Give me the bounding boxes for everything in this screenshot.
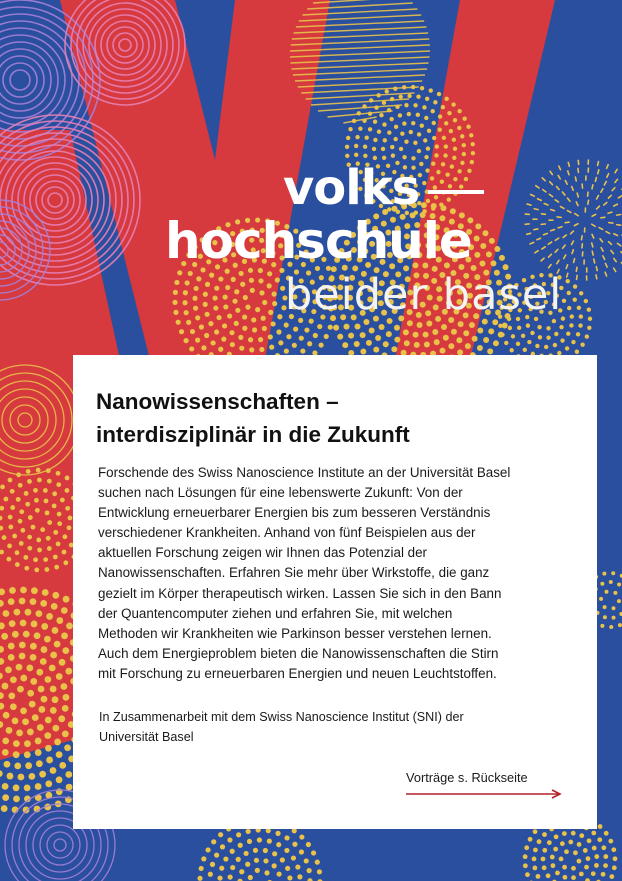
logo-line-hochschule: hochschule [165, 212, 472, 270]
title-line: interdisziplinär in die Zukunft [96, 422, 410, 447]
course-description [98, 463, 578, 684]
description-line: verschiedener Krankheiten. Anhand von fünf Beispielen aus der [98, 525, 476, 541]
logo-dash [428, 190, 484, 194]
description-line: Nanowissenschaften. Erfahren Sie mehr über Wirkstoffe, die ganz [98, 565, 490, 581]
description-line: Entwicklung erneuerbarer Energien bis zum besseren Verständnis [98, 505, 491, 521]
description-line: mit Forschung zu erneuerbaren Energien und neuen Leuchtstoffen. [98, 665, 497, 681]
logo-line-beider-basel: beider basel [285, 270, 563, 320]
logo-line-volks: volks [283, 160, 420, 216]
lectures-overleaf-label: Vorträge s. Rückseite [406, 770, 528, 785]
course-title [96, 385, 576, 451]
collaboration-note [99, 708, 579, 747]
description-line: suchen nach Lösungen für eine lebenswerte Zukunft: Von der [98, 485, 463, 501]
credit-line: Universität Basel [99, 729, 194, 744]
description-line: aktuellen Forschung zeigen wir Ihnen das Potenzial der [98, 545, 428, 561]
description-line: Forschende des Swiss Nanoscience Institute an der Universität Basel [98, 465, 511, 480]
title-line: Nanowissenschaften – [96, 389, 339, 414]
description-line: Auch dem Energieproblem bieten die Nanowissenschaften die Stirn [98, 645, 499, 661]
description-line: gezielt im Körper therapeutisch wirken. Lassen Sie sich in den Bann [98, 585, 502, 601]
arrow-right-icon [406, 789, 566, 799]
credit-line: In Zusammenarbeit mit dem Swiss Nanoscience Institut (SNI) der [99, 710, 464, 724]
course-description-card [73, 355, 597, 829]
description-line: der Quantencomputer ziehen und erfahren Sie, mit welchen [98, 605, 453, 621]
description-line: Methoden wir Krankheiten wie Parkinson besser verstehen lernen. [98, 625, 492, 641]
lectures-overleaf-link[interactable] [406, 769, 566, 799]
